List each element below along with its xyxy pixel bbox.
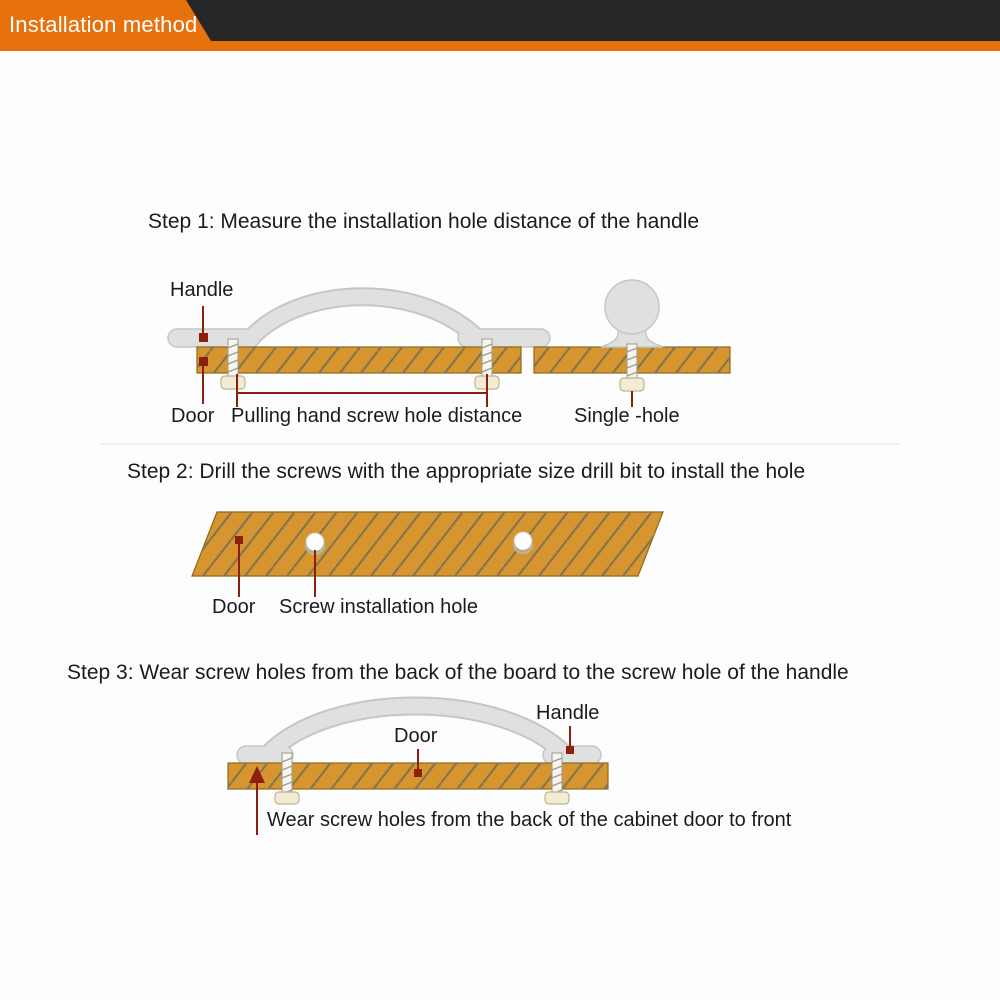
hole-distance-dimension-line xyxy=(237,374,487,407)
handle-pointer-arrow xyxy=(566,726,574,754)
step1-diagram xyxy=(150,268,770,413)
step2-heading: Step 2: Drill the screws with the appropriate size drill bit to install the hole xyxy=(127,460,806,483)
drilled-hole-right xyxy=(514,532,532,553)
step3-heading: Step 3: Wear screw holes from the back of the board to the screw hole of the handle xyxy=(67,661,849,684)
step1-handle-label: Handle xyxy=(170,279,234,301)
step3-handle-label: Handle xyxy=(536,702,600,724)
step1-distance-label: Pulling hand screw hole distance xyxy=(231,405,523,427)
step3-note-label: Wear screw holes from the back of the cabinet door to front xyxy=(267,809,792,831)
step1-heading: Step 1: Measure the installation hole distance of the handle xyxy=(148,210,700,233)
handle-pointer-arrow xyxy=(199,306,208,342)
banner xyxy=(0,0,1000,51)
step3-door-label: Door xyxy=(394,725,438,747)
door-pointer-arrow xyxy=(199,357,208,404)
door-board-left xyxy=(197,347,521,373)
step1-single-hole-label: Single -hole xyxy=(574,405,680,427)
banner-title: Installation method xyxy=(9,12,198,37)
step1-door-label: Door xyxy=(171,405,215,427)
knob-handle xyxy=(601,280,663,347)
bar-handle xyxy=(168,297,550,347)
step2-door-label: Door xyxy=(212,596,256,618)
door-board xyxy=(192,512,663,576)
step2-diagram xyxy=(185,500,675,600)
section-divider xyxy=(100,443,900,445)
step2-screw-hole-label: Screw installation hole xyxy=(279,596,478,618)
